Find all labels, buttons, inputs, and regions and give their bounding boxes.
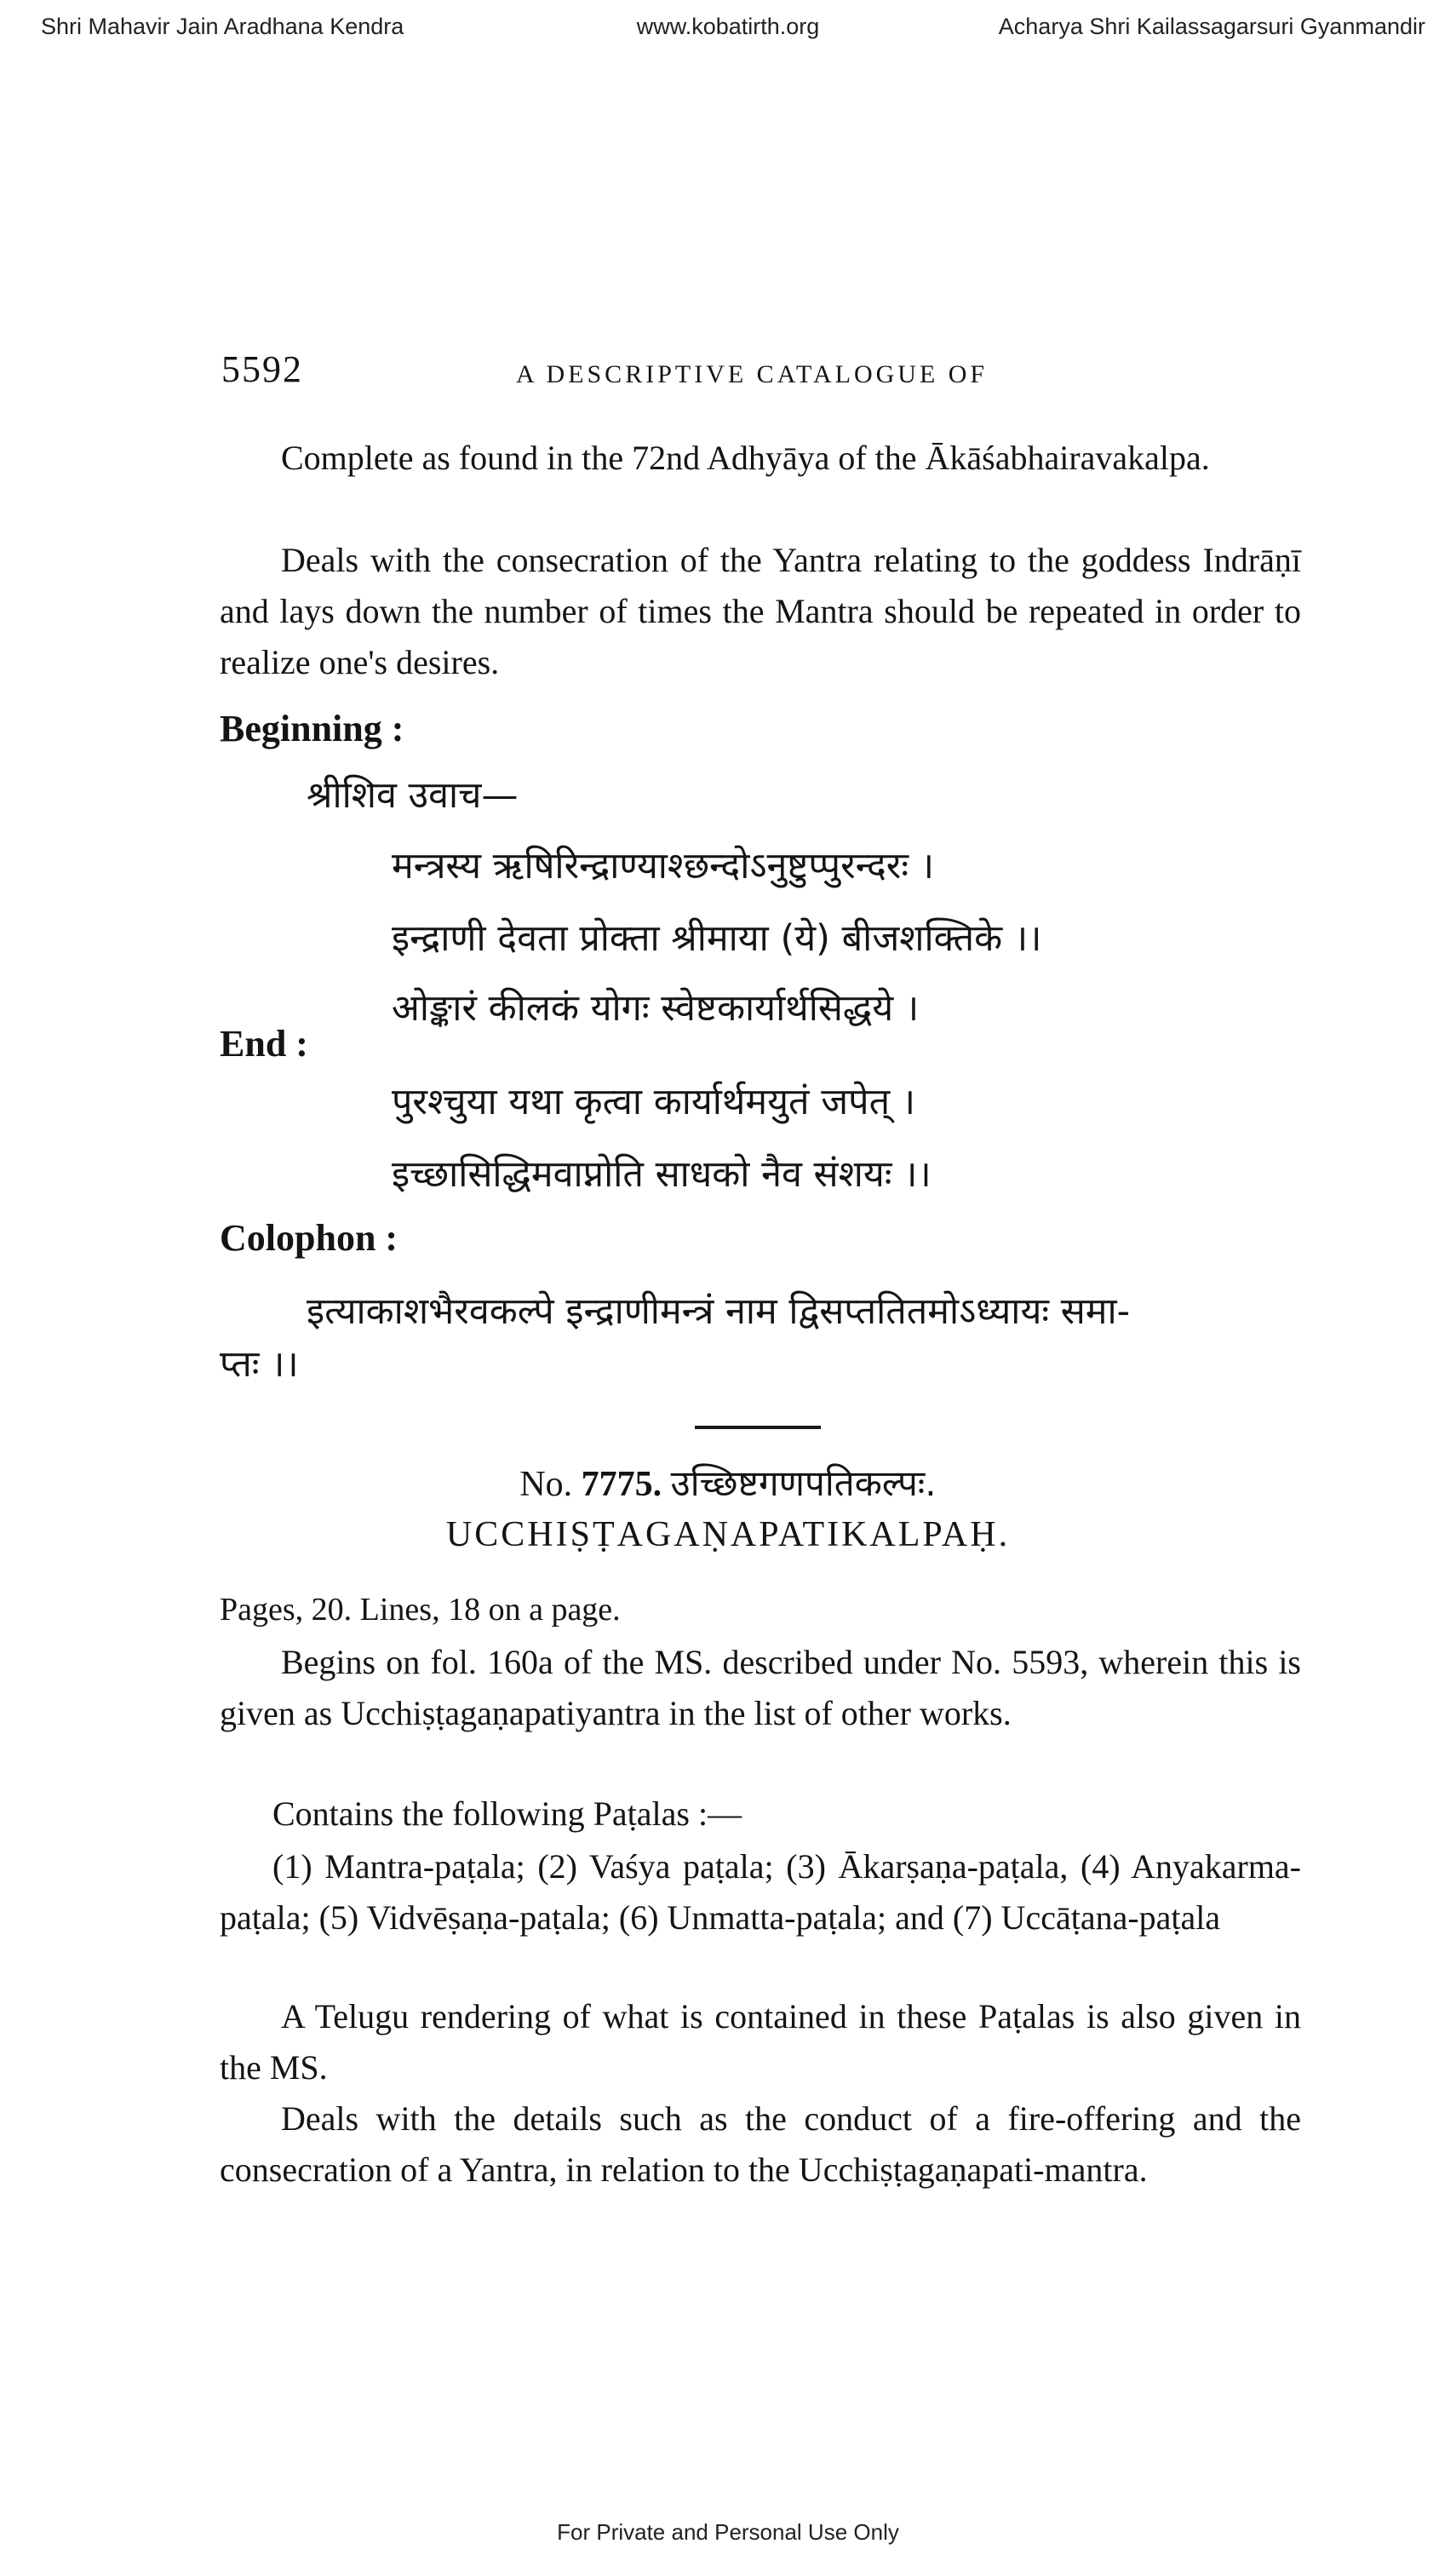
section-divider xyxy=(695,1426,821,1429)
colophon-line: प्तः ।। xyxy=(220,1343,299,1386)
colophon-line: इत्याकाशभैरवकल्पे इन्द्राणीमन्त्रं नाम द्विसप्ततितमोऽध्यायः समा- xyxy=(307,1290,1131,1333)
header-left-text: Shri Mahavir Jain Aradhana Kendra xyxy=(41,14,404,39)
end-label: End : xyxy=(220,1023,308,1065)
entry-paragraph-1: Begins on fol. 160a of the MS. described under No. 5593, wherein this is given as Ucchiṣṭagaṇapatiyantra in the list of other works. xyxy=(220,1643,1301,1732)
entry-sanskrit-title: उच्छिष्टगणपतिकल्पः. xyxy=(670,1462,937,1504)
end-line: इच्छासिद्धिमवाप्नोति साधको नैव संशयः ।। xyxy=(392,1153,931,1196)
entry-number: 7775. xyxy=(581,1465,662,1504)
header-right-text: Acharya Shri Kailassagarsuri Gyanmandir xyxy=(998,14,1425,39)
footer-text: For Private and Personal Use Only xyxy=(557,2519,899,2545)
beginning-line: ओङ्कारं कीलकं योगः स्वेष्टकार्यार्थसिद्धये । xyxy=(392,987,920,1030)
end-line: पुरश्चुया यथा कृत्वा कार्यार्थमयुतं जपेत् । xyxy=(392,1081,916,1123)
intro-paragraph-2: Deals with the consecration of the Yantra relating to the goddess Indrāṇī and lays down the number of times the Mantra should be repeated in order to realize one's desires. xyxy=(220,541,1301,681)
entry-paragraph-4: A Telugu rendering of what is contained in these Paṭalas is also given in the MS. xyxy=(220,1997,1301,2087)
beginning-label: Beginning : xyxy=(220,708,404,749)
entry-heading xyxy=(0,1458,1456,1507)
entry-transliterated-title: UCCHIṢṬAGAṆAPATIKALPAḤ. xyxy=(445,1515,1011,1554)
running-title: A DESCRIPTIVE CATALOGUE OF xyxy=(516,360,989,388)
beginning-line: श्रीशिव उवाच— xyxy=(307,774,519,817)
entry-paragraph-5: Deals with the details such as the conduct of a fire-offering and the consecration of a Yantra, in relation to the Ucchiṣṭagaṇapati-mantra. xyxy=(220,2099,1301,2189)
beginning-line: मन्त्रस्य ऋषिरिन्द्राण्याश्छन्दोऽनुष्टुप्पुरन्दरः । xyxy=(392,845,935,887)
entry-paragraph-3: (1) Mantra-paṭala; (2) Vaśya paṭala; (3) Ākarṣaṇa-paṭala, (4) Anyakarma-paṭala; (5) Vidvēṣaṇa-paṭala; (6) Unmatta-paṭala; and (7) Uccāṭana-paṭala xyxy=(220,1847,1301,1937)
beginning-line: इन्द्राणी देवता प्रोक्ता श्रीमाया (ये) बीजशक्तिके ।। xyxy=(392,917,1042,960)
intro-paragraph-1: Complete as found in the 72nd Adhyāya of the Ākāśabhairavakalpa. xyxy=(281,439,1210,477)
page-number: 5592 xyxy=(221,348,303,390)
entry-number-prefix: No. xyxy=(519,1465,573,1504)
header-center-url: www.kobatirth.org xyxy=(636,14,820,39)
entry-meta: Pages, 20. Lines, 18 on a page. xyxy=(220,1592,621,1628)
entry-paragraph-2: Contains the following Paṭalas :— xyxy=(272,1794,742,1833)
colophon-label: Colophon : xyxy=(220,1217,398,1259)
